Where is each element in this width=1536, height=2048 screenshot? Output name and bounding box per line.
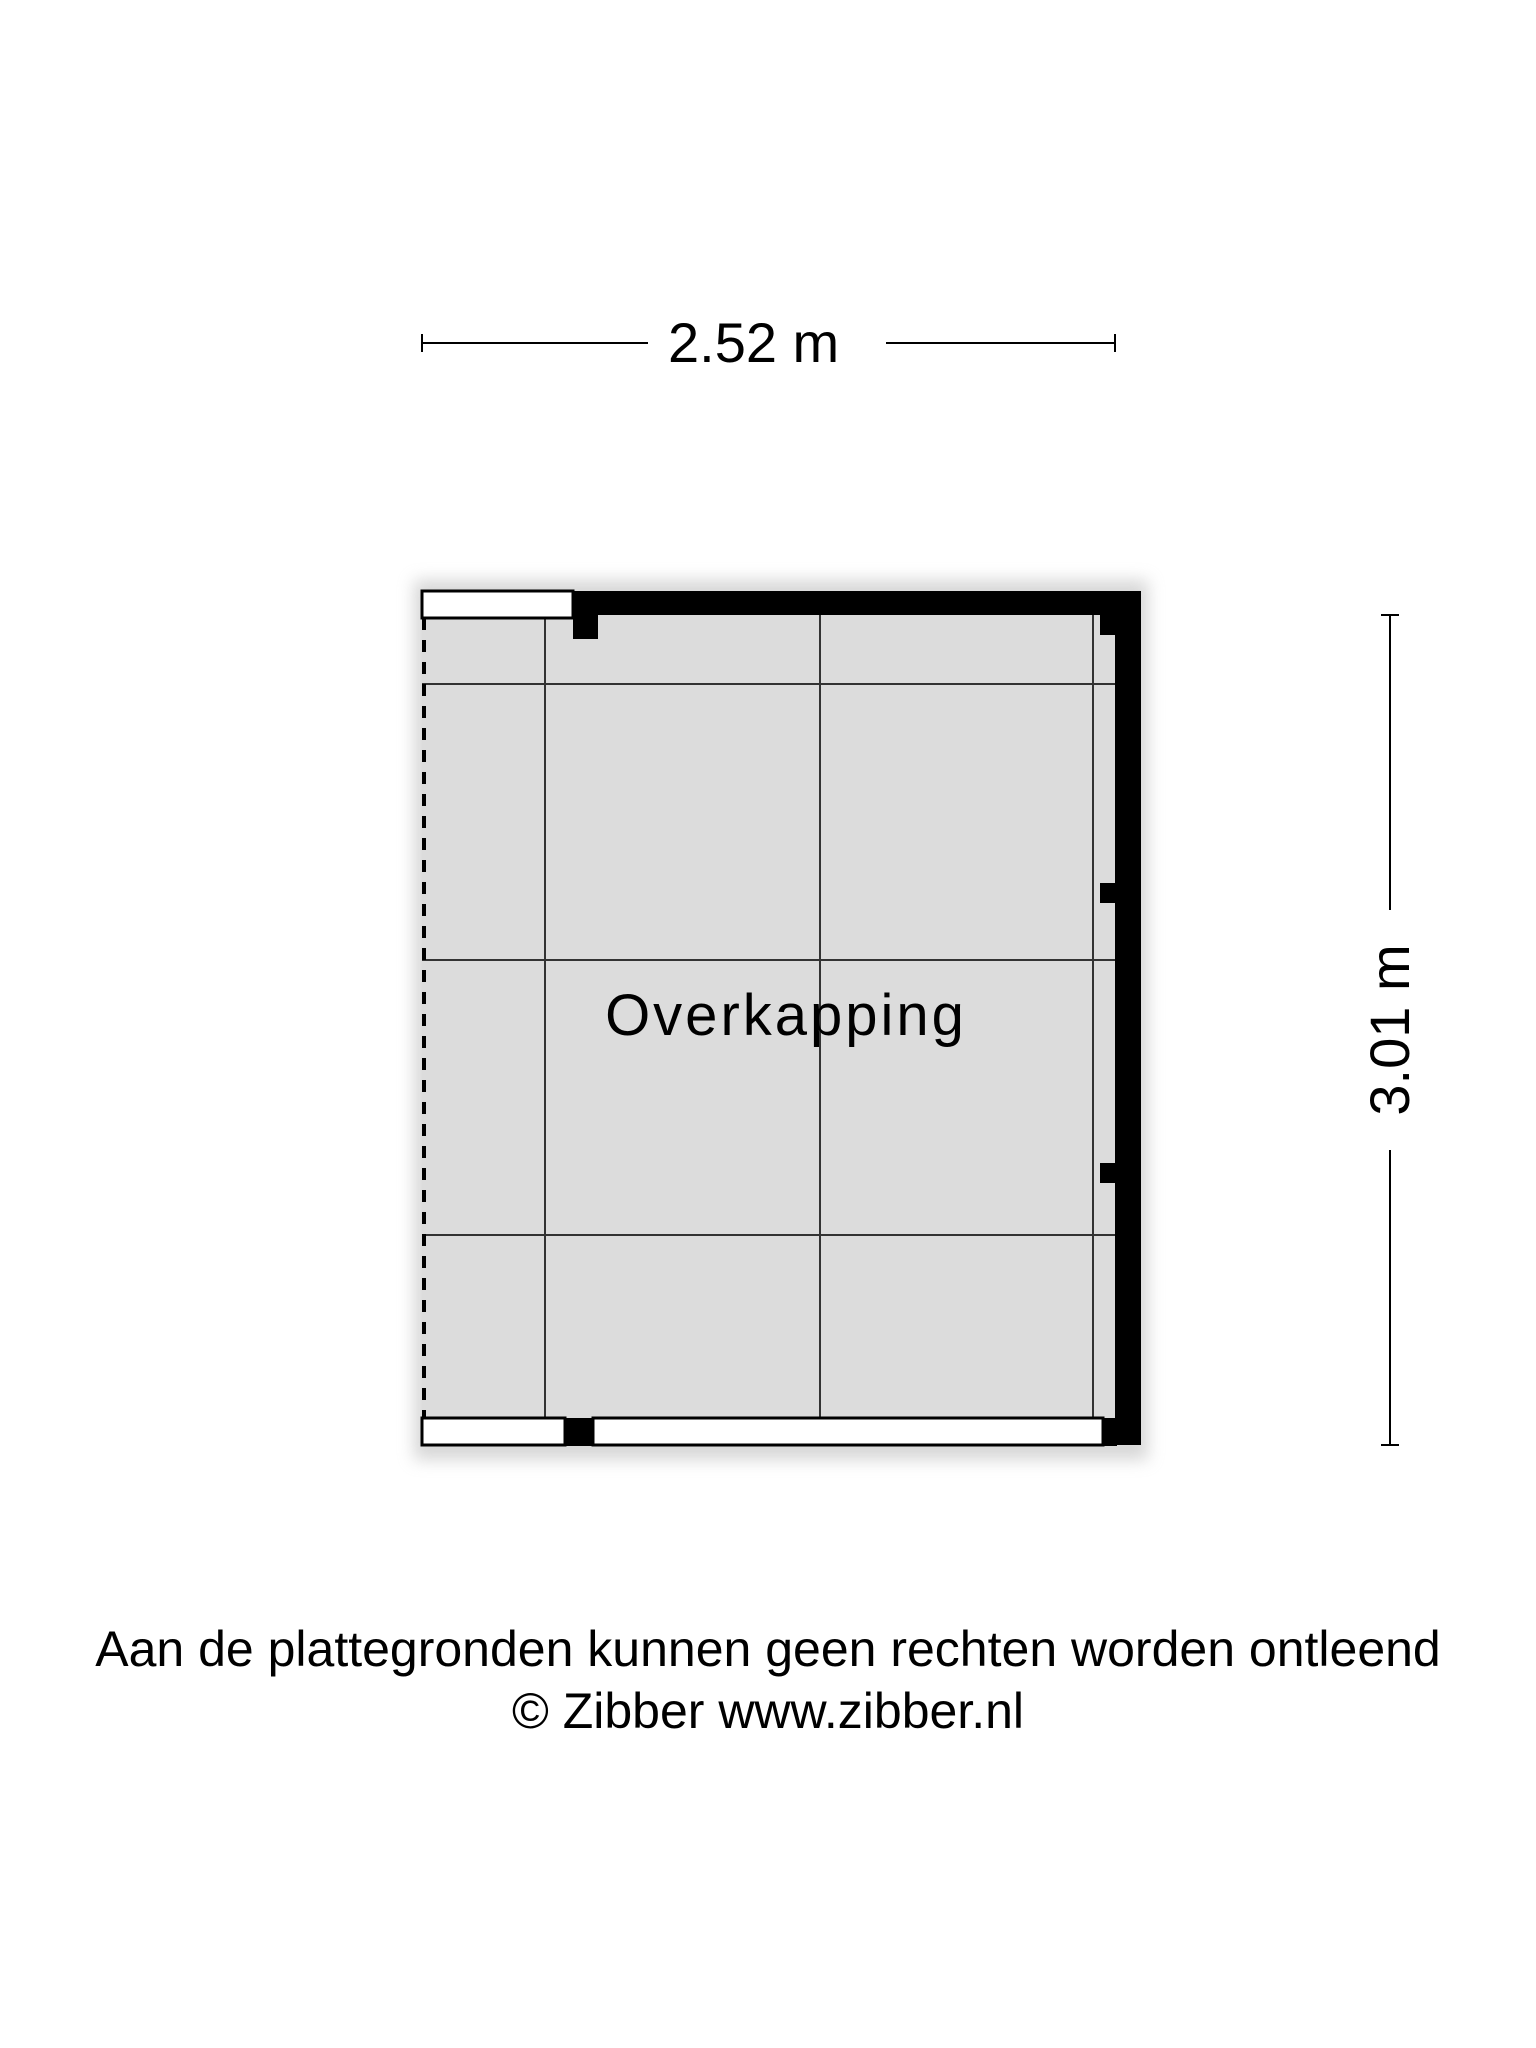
width-dimension-label: 2.52 m	[648, 315, 859, 371]
beam-bottom-right	[593, 1418, 1103, 1445]
height-dimension-label: 3.01 m	[1362, 924, 1418, 1135]
disclaimer-text: Aan de plattegronden kunnen geen rechten worden ontleend	[95, 1621, 1441, 1677]
beam-bottom-left	[422, 1418, 565, 1445]
copyright-text: © Zibber www.zibber.nl	[511, 1683, 1025, 1739]
wall-top	[573, 591, 1141, 615]
wall-bottom-post-right	[1103, 1418, 1117, 1446]
wall-right-stub-1	[1100, 615, 1115, 635]
wall-bottom-post-left	[565, 1418, 593, 1446]
wall-right-stub-2	[1100, 883, 1115, 903]
room-name-label: Overkapping	[605, 983, 967, 1048]
wall-right	[1115, 591, 1141, 1445]
wall-right-stub-3	[1100, 1163, 1115, 1183]
wall-top-stub	[573, 591, 598, 639]
beam-top-left	[422, 591, 573, 618]
